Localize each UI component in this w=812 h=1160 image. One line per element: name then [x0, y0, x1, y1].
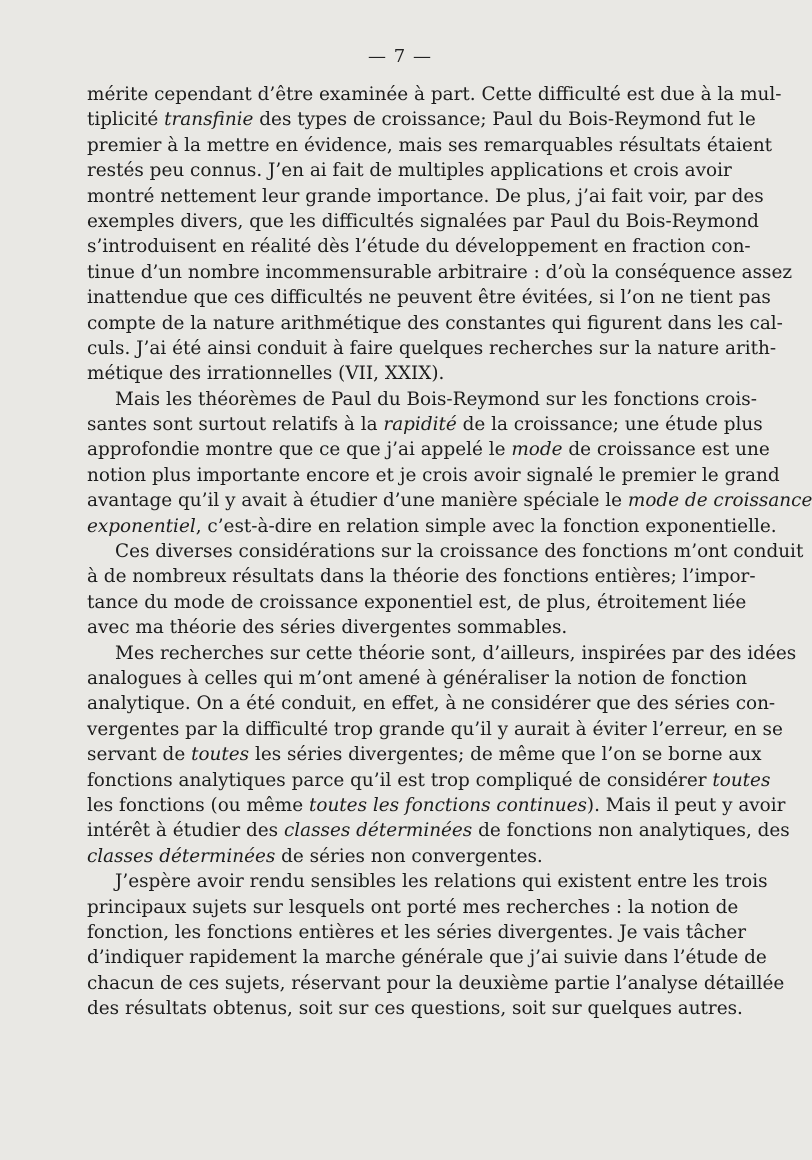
text-run: ). Mais il peut y avoir [586, 794, 786, 816]
text-run: Mais les théorèmes de Paul du Bois-Reymond sur les fonctions crois- [115, 388, 757, 410]
text-line [87, 895, 739, 920]
text-run: s’introduisent en réalité dès l’étude du développement en fraction con- [87, 236, 751, 258]
text-line [87, 818, 790, 843]
text-run: avec ma théorie des séries divergentes sommables. [87, 617, 568, 639]
text-run: notion plus importante encore et je crois avoir signalé le premier le grand [87, 464, 780, 486]
text-line [87, 920, 747, 945]
text-line [87, 971, 785, 996]
text-run: les fonctions (ou même [87, 794, 309, 816]
text-run: approfondie montre que ce que j’ai appelé le [87, 439, 512, 461]
text-line [87, 387, 757, 412]
text-line [87, 437, 770, 462]
paragraph [87, 869, 785, 1021]
text-line [87, 742, 762, 767]
text-line [87, 514, 777, 539]
text-run: compte de la nature arithmétique des constantes qui figurent dans les cal- [87, 312, 783, 334]
text-line [87, 844, 730, 869]
text-line [87, 107, 756, 132]
text-line [87, 260, 793, 285]
text-run: de croissance est une [562, 439, 770, 461]
text-line [87, 234, 751, 259]
text-line [87, 666, 748, 691]
text-run: , c’est-à-dire en relation simple avec la fonction exponentielle. [195, 515, 777, 537]
text-run: principaux sujets sur lesquels ont porté mes recherches : la notion de [87, 896, 739, 918]
text-run: d’indiquer rapidement la marche générale que j’ai suivie dans l’étude de [87, 947, 767, 969]
text-line [87, 615, 730, 640]
text-line [87, 768, 771, 793]
italic-phrase: classes déterminées [283, 820, 473, 842]
text-run: tinue d’un nombre incommensurable arbitraire : d’où la conséquence assez [87, 261, 793, 283]
text-run: intérêt à étudier des [87, 820, 284, 842]
text-run: inattendue que ces difficultés ne peuvent être évitées, si l’on ne tient pas [87, 287, 771, 309]
text-line [87, 412, 763, 437]
text-line [87, 209, 759, 234]
text-line [87, 311, 783, 336]
text-line [87, 184, 764, 209]
text-run: exemples divers, que les difficultés signalées par Paul du Bois-Reymond [87, 210, 759, 232]
text-run: Mes recherches sur cette théorie sont, d’ailleurs, inspirées par des idées [115, 642, 797, 664]
text-line [87, 996, 743, 1021]
text-run: montré nettement leur grande importance. De plus, j’ai fait voir, par des [87, 185, 764, 207]
text-run: de séries non convergentes. [275, 845, 543, 867]
text-line [87, 641, 797, 666]
text-run: analogues à celles qui m’ont amené à généraliser la notion de fonction [87, 667, 748, 689]
text-run: culs. J’ai été ainsi conduit à faire quelques recherches sur la nature arith- [87, 337, 777, 359]
text-line [87, 945, 767, 970]
text-run: tiplicité [87, 109, 165, 131]
text-line [87, 285, 771, 310]
text-run: restés peu connus. J’en ai fait de multiples applications et crois avoir [87, 160, 732, 182]
page-number: — 7 — [368, 46, 432, 67]
italic-phrase: classes déterminées [87, 845, 276, 867]
text-line [87, 539, 804, 564]
text-line [87, 133, 773, 158]
italic-phrase: exponentiel [87, 515, 196, 537]
text-run: analytique. On a été conduit, en effet, à ne considérer que des séries con- [87, 693, 776, 715]
text-run: chacun de ces sujets, réservant pour la deuxième partie l’analyse détaillée [87, 972, 785, 994]
text-run: fonction, les fonctions entières et les séries divergentes. Je vais tâcher [87, 921, 747, 943]
text-line [87, 717, 783, 742]
paragraph [87, 539, 804, 641]
text-line [87, 793, 786, 818]
text-run: avantage qu’il y avait à étudier d’une manière spéciale le [87, 490, 628, 512]
body-text [87, 82, 812, 1021]
text-run: premier à la mettre en évidence, mais ses remarquables résultats étaient [87, 134, 773, 156]
text-line [87, 590, 747, 615]
italic-phrase: rapidité [383, 414, 457, 436]
text-run: des types de croissance; Paul du Bois-Reymond fut le [253, 109, 756, 131]
paragraph [87, 82, 793, 387]
text-line [87, 158, 730, 183]
text-line [87, 869, 768, 894]
text-line [87, 463, 780, 488]
italic-phrase: toutes [712, 769, 771, 791]
italic-phrase: mode [511, 439, 563, 461]
text-run: tance du mode de croissance exponentiel est, de plus, étroitement liée [87, 591, 747, 613]
text-run: santes sont surtout relatifs à la [87, 414, 384, 436]
text-run: Ces diverses considérations sur la croissance des fonctions m’ont conduit [115, 541, 804, 563]
text-line [87, 488, 812, 513]
text-run: métique des irrationnelles (VII, XXIX). [87, 363, 445, 385]
paragraph [87, 387, 812, 539]
paragraph [87, 641, 797, 870]
italic-phrase: transfinie [164, 109, 254, 131]
text-run: de la croissance; une étude plus [456, 414, 763, 436]
text-run: servant de [87, 744, 192, 766]
text-run: vergentes par la difficulté trop grande qu’il y aurait à éviter l’erreur, en se [87, 718, 783, 740]
text-run: les séries divergentes; de même que l’on se borne aux [249, 744, 762, 766]
text-line [87, 82, 782, 107]
text-run: mérite cependant d’être examinée à part. Cette difficulté est due à la mul- [87, 84, 782, 105]
italic-phrase: toutes les fonctions continues [308, 794, 587, 816]
text-line [87, 336, 777, 361]
text-run: J’espère avoir rendu sensibles les relations qui existent entre les trois [115, 871, 768, 893]
text-run: de fonctions non analytiques, des [472, 820, 790, 842]
italic-phrase: mode de croissance [627, 490, 812, 512]
text-run: fonctions analytiques parce qu’il est trop compliqué de considérer [87, 769, 713, 791]
text-line [87, 564, 756, 589]
italic-phrase: toutes [191, 744, 250, 766]
text-run: à de nombreux résultats dans la théorie des fonctions entières; l’impor- [87, 566, 756, 588]
text-line [87, 361, 730, 386]
text-run: des résultats obtenus, soit sur ces questions, soit sur quelques autres. [87, 998, 743, 1020]
text-line [87, 691, 776, 716]
